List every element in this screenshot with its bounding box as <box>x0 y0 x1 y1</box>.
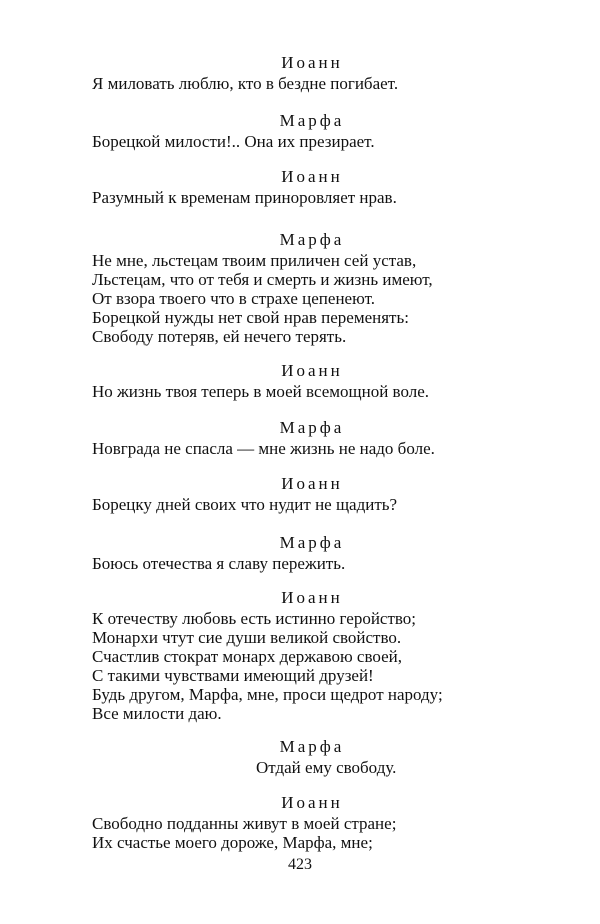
speech-block <box>92 360 532 401</box>
speech-block <box>92 587 532 723</box>
speech-block <box>92 229 532 346</box>
verse-line: С такими чувствами имеющий друзей! <box>92 666 374 685</box>
speech-block <box>92 792 532 852</box>
verse-line: Борецкой милости!.. Она их презирает. <box>92 132 375 151</box>
verse-line: Монархи чтут сие души великой свойство. <box>92 628 402 647</box>
verse-line: К отечеству любовь есть истинно геройство; <box>92 609 417 628</box>
speaker-name: Иоанн <box>281 53 343 72</box>
verse-line: Свободно подданны живут в моей стране; <box>92 814 397 833</box>
speaker-name: Иоанн <box>281 588 343 607</box>
verse-line: Не мне, льстецам твоим приличен сей устав, <box>92 251 417 270</box>
verse-line: Их счастье моего дороже, Марфа, мне; <box>92 833 373 852</box>
verse-line: Разумный к временам приноровляет нрав. <box>92 188 397 207</box>
speech-block <box>92 110 532 151</box>
speech-block <box>92 417 532 458</box>
verse-line: Но жизнь твоя теперь в моей всемощной воле. <box>92 382 430 401</box>
verse-line: Счастлив стократ монарх державою своей, <box>92 647 402 666</box>
verse-line: Льстецам, что от тебя и смерть и жизнь имеют, <box>92 270 433 289</box>
speech-block <box>92 473 532 514</box>
verse-line: Отдай ему свободу. <box>256 758 397 777</box>
verse-line: Свободу потеряв, ей нечего терять. <box>92 327 347 346</box>
speaker-name: Марфа <box>279 418 345 437</box>
speaker-name: Марфа <box>279 737 345 756</box>
verse-line: Борецку дней своих что нудит не щадить? <box>92 495 398 514</box>
verse-line: Будь другом, Марфа, мне, проси щедрот народу; <box>92 685 443 704</box>
speaker-name: Марфа <box>279 230 345 249</box>
verse-line: Все милости даю. <box>92 704 222 723</box>
speaker-name: Марфа <box>279 533 345 552</box>
speech-block <box>92 736 532 777</box>
speaker-name: Марфа <box>279 111 345 130</box>
verse-line: Борецкой нужды нет свой нрав переменять: <box>92 308 409 327</box>
verse-line: Новграда не спасла — мне жизнь не надо боле. <box>92 439 435 458</box>
speech-block <box>92 166 532 207</box>
speaker-name: Иоанн <box>281 361 343 380</box>
page-number: 423 <box>288 856 312 873</box>
verse-line: Боюсь отечества я славу пережить. <box>92 554 346 573</box>
verse-line: Я миловать люблю, кто в бездне погибает. <box>92 74 399 93</box>
verse-line: От взора твоего что в страхе цепенеют. <box>92 289 375 308</box>
speech-block <box>92 532 532 573</box>
speech-block <box>92 52 532 93</box>
speaker-name: Иоанн <box>281 474 343 493</box>
speaker-name: Иоанн <box>281 793 343 812</box>
speaker-name: Иоанн <box>281 167 343 186</box>
